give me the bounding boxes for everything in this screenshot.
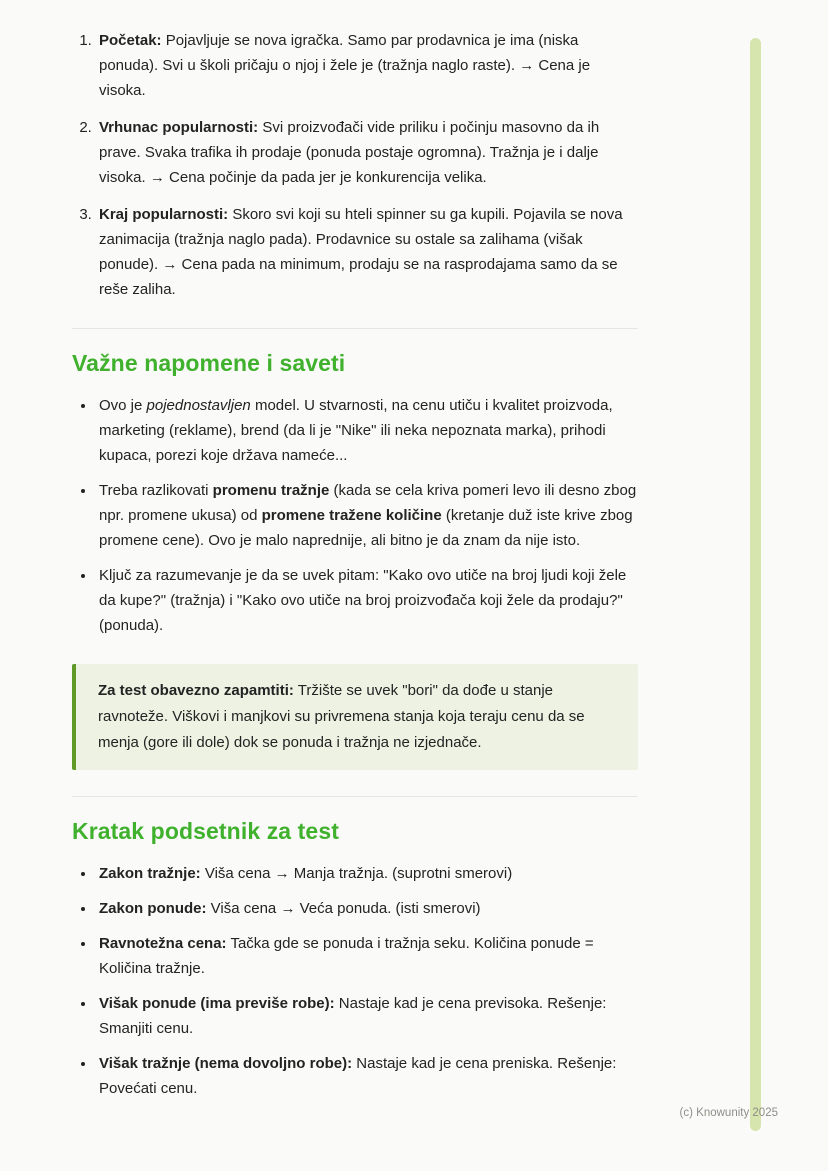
notes-bullet-list [72, 393, 638, 638]
recap-item: • Zakon ponude: Viša cena → Veća ponuda. (isti smerovi) [96, 896, 638, 921]
recap-item: • Ravnotežna cena: Tačka gde se ponuda i tražnja seku. Količina ponude = Količina tražnje. [96, 931, 638, 981]
notes-content [72, 28, 638, 1111]
notes-section-heading: Važne napomene i saveti [72, 350, 346, 376]
recap-section-heading: Kratak podsetnik za test [72, 818, 339, 844]
note-item: • Ključ za razumevanje je da se uvek pitam: "Kako ovo utiče na broj ljudi koji žele da kupe?" (tražnja) i "Kako ovo utiče na broj proizvođača koji žele da prodaju?" (ponuda). [96, 563, 638, 638]
copyright-watermark: (c) Knowunity 2025 [679, 1107, 778, 1119]
phases-numbered-list [72, 28, 638, 302]
recap-item: • Višak ponude (ima previše robe): Nastaje kad je cena previsoka. Rešenje: Smanjiti cenu. [96, 991, 638, 1041]
recap-bullet-list [72, 861, 638, 1101]
note-item: • Ovo je pojednostavljen model. U stvarnosti, na cenu utiču i kvalitet proizvoda, marketing (reklame), brend (da li je "Nike" ili neka nepoznata marka), prihodi kupaca, porezi koje država nameće... [96, 393, 638, 468]
phase-item: 2. Vrhunac popularnosti: Svi proizvođači vide priliku i počinju masovno da ih prave. Svaka trafika ih prodaje (ponuda postaje ogromna). Tražnja je i dalje visoka. → Cena počinje da pada jer je konkurencija velika. [96, 115, 638, 190]
section-divider [72, 328, 638, 329]
section-divider [72, 796, 638, 797]
phase-item: 3. Kraj popularnosti: Skoro svi koji su hteli spinner su ga kupili. Pojavila se nova zanimacija (tražnja naglo pada). Prodavnice su ostale sa zalihama (višak ponude). → Cena pada na minimum, prodaju se na rasprodajama samo da se reše zaliha. [96, 202, 638, 302]
exam-tip-callout: Za test obavezno zapamtiti: Tržište se uvek "bori" da dođe u stanje ravnoteže. Viškovi i manjkovi su privremena stanja koja teraju cenu da se menja (gore ili dole) dok se ponuda i tražnja ne izjednače. [72, 664, 638, 770]
phase-item: 1. Početak: Pojavljuje se nova igračka. Samo par prodavnica je ima (niska ponuda). Svi u školi pričaju o njoj i žele je (tražnja naglo raste). → Cena je visoka. [96, 28, 638, 103]
recap-item: • Višak tražnje (nema dovoljno robe): Nastaje kad je cena preniska. Rešenje: Povećati cenu. [96, 1051, 638, 1101]
note-item: • Treba razlikovati promenu tražnje (kada se cela kriva pomeri levo ili desno zbog npr. promene ukusa) od promene tražene količine (kretanje duž iste krive zbog promene cene). Ovo je malo naprednije, ali bitno je da znam da nije isto. [96, 478, 638, 553]
recap-item: • Zakon tražnje: Viša cena → Manja tražnja. (suprotni smerovi) [96, 861, 638, 886]
page-scrollbar[interactable] [750, 38, 761, 1131]
